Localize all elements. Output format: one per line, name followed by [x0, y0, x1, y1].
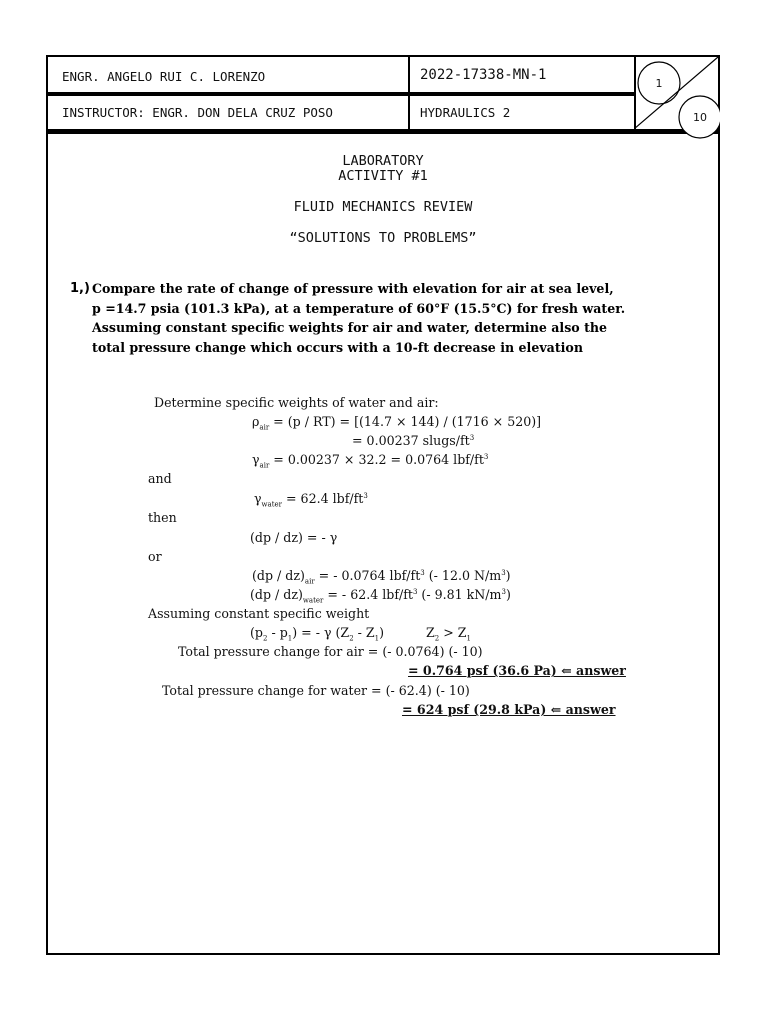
p-eq-part: ) = - γ (Z — [292, 625, 350, 640]
header-bottom-border — [48, 129, 718, 134]
dpdz-water-exponent: 3 — [412, 587, 418, 596]
score-box — [634, 57, 720, 147]
dpdz-air-si-exponent: 3 — [501, 568, 506, 577]
assuming-text: Assuming constant specific weight — [148, 606, 370, 621]
rho-air-result — [352, 433, 474, 448]
gamma-air-equation — [252, 452, 488, 470]
gamma-water-value: = 62.4 lbf/ft — [282, 491, 364, 506]
dpdz-air-close: ) — [505, 568, 511, 583]
rho-symbol: ρ — [252, 414, 260, 429]
p-eq-subscript: 1 — [287, 634, 293, 643]
score-value: 1 — [655, 77, 663, 90]
dpdz-air-exponent: 3 — [420, 568, 425, 577]
gamma-air-value: = 0.00237 × 32.2 = 0.0764 lbf/ft — [269, 452, 484, 467]
p-eq-subscript: 2 — [349, 634, 354, 643]
z-part: Z — [426, 625, 435, 640]
student-id: 2022-17338-MN-1 — [420, 67, 547, 83]
p-eq-subscript: 2 — [262, 634, 268, 643]
instructor-name: INSTRUCTOR: ENGR. DON DELA CRUZ POSO — [62, 105, 333, 120]
header-column-divider — [408, 57, 410, 129]
word-and: and — [148, 471, 172, 486]
p-eq-part: (p — [250, 625, 263, 640]
total-water-label: Total pressure change for water = (- 62.4) (- 10) — [162, 683, 470, 698]
gamma-water-equation — [254, 491, 368, 509]
dpdz-water-value: = - 62.4 lbf/ft — [323, 587, 413, 602]
p-eq-part: ) — [379, 625, 385, 640]
problem-number: 1,) — [70, 281, 90, 296]
title-laboratory: LABORATORY — [342, 153, 424, 169]
header-table — [48, 57, 718, 135]
course-name: HYDRAULICS 2 — [420, 105, 511, 120]
problem-line: Assuming constant specific weights for air and water, determine also the — [92, 320, 608, 335]
z-subscript: 1 — [466, 634, 472, 643]
rho-expression: = (p / RT) = [(14.7 × 144) / (1716 × 520)] — [269, 414, 542, 429]
dpdz-water-close: ) — [505, 587, 511, 602]
total-water-answer: = 624 psf (29.8 kPa) ⇐ answer — [402, 702, 616, 717]
dpdz-air-lhs: (dp / dz) — [252, 568, 305, 583]
dpdz-water-si-value: (- 9.81 kN/m — [417, 587, 502, 602]
problem-line: p =14.7 psia (101.3 kPa), at a temperature of 60°F (15.5°C) for fresh water. — [92, 300, 626, 316]
p-eq-part: - Z — [353, 625, 375, 640]
answer-sheet — [46, 55, 720, 955]
title-solutions: “SOLUTIONS TO PROBLEMS” — [289, 230, 477, 246]
problem-line: total pressure change which occurs with a 10-ft decrease in elevation — [92, 339, 583, 355]
dpdz-air-equation — [252, 568, 511, 586]
dpdz-water-si-exponent: 3 — [501, 587, 506, 596]
gamma-symbol: γ — [254, 491, 262, 506]
problem-line: Compare the rate of change of pressure with elevation for air at sea level, — [92, 281, 614, 296]
header-divider — [48, 92, 636, 96]
dpdz-water-subscript: water — [302, 596, 324, 605]
total-air-answer: = 0.764 psf (36.6 Pa) ⇐ answer — [408, 663, 626, 678]
gamma-air-exponent: 3 — [483, 452, 489, 461]
student-name: ENGR. ANGELO RUI C. LORENZO — [62, 69, 266, 84]
p-eq-subscript: 1 — [374, 634, 380, 643]
z-subscript: 2 — [434, 634, 440, 643]
dpdz-air-value: = - 0.0764 lbf/ft — [314, 568, 421, 583]
solution-intro: Determine specific weights of water and air: — [154, 395, 439, 410]
word-then: then — [148, 510, 177, 525]
rho-result-value: = 0.00237 slugs/ft — [352, 433, 470, 448]
dpdz-water-equation — [250, 587, 511, 605]
rho-result-exponent: 3 — [469, 433, 475, 442]
z-condition — [426, 625, 471, 643]
title-activity: ACTIVITY #1 — [338, 168, 428, 184]
dpdz-water-lhs: (dp / dz) — [250, 587, 303, 602]
word-or: or — [148, 549, 162, 564]
z-part: > Z — [439, 625, 467, 640]
gamma-subscript: air — [259, 461, 270, 470]
title-review: FLUID MECHANICS REVIEW — [293, 199, 473, 215]
dpdz-equation: (dp / dz) = - γ — [250, 530, 338, 545]
dpdz-air-si-value: (- 12.0 N/m — [424, 568, 502, 583]
rho-air-equation — [252, 414, 541, 432]
total-value: 10 — [693, 111, 707, 124]
p-eq-part: - p — [267, 625, 288, 640]
gamma-subscript: water — [261, 500, 282, 509]
rho-subscript: air — [259, 423, 270, 432]
problem-statement — [70, 279, 650, 357]
pressure-difference-equation — [250, 625, 384, 643]
gamma-water-exponent: 3 — [363, 491, 368, 500]
gamma-symbol: γ — [252, 452, 260, 467]
total-air-label: Total pressure change for air = (- 0.0764) (- 10) — [178, 644, 483, 659]
dpdz-air-subscript: air — [304, 577, 315, 586]
